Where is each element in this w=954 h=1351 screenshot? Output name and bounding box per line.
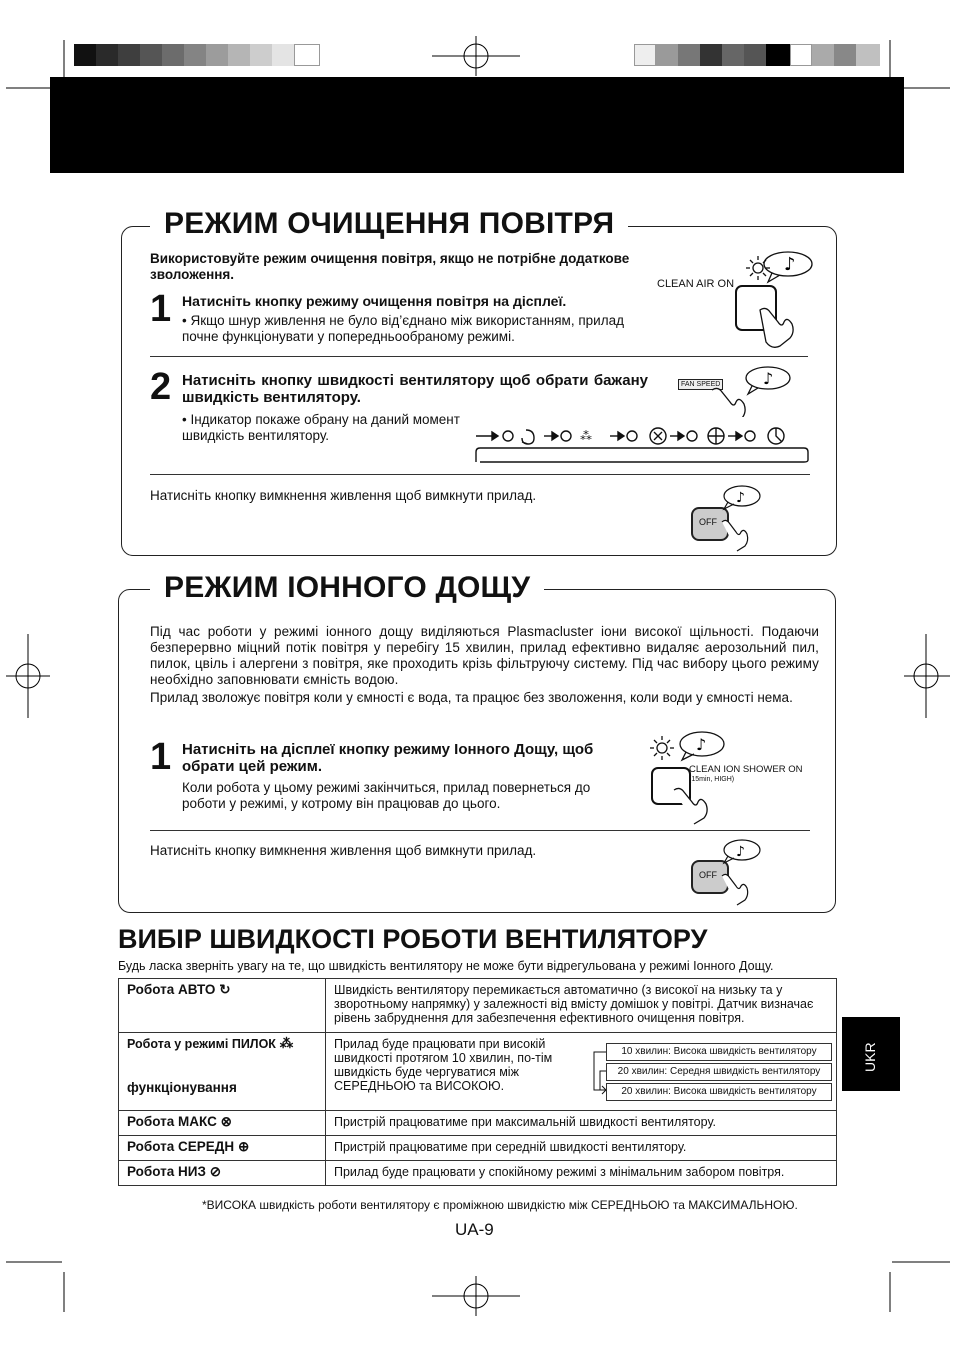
- indicator-sublabel: (15min, HIGH): [689, 776, 735, 783]
- ion-shower-para1: Під час роботи у режимі іонного дощу виділяються Plasmacluster іони високої щільності. Подаючи безперервно міцний потік повітря у перебігу 15 хвилин, прилад ефективно видаляє аерозольний пил, пилок, цвіль і алергени з повітря, яке проходить крізь фільтруючу систему. Під час вибору цього режиму необхідно заповнювати ємність водою.: [150, 624, 819, 687]
- air-clean-title: РЕЖИМ ОЧИЩЕННЯ ПОВІТРЯ: [150, 207, 628, 241]
- row-label: Робота у режимі ПИЛОК: [127, 1037, 276, 1051]
- step-note: Коли робота у цьому режимі закінчиться, прилад повернеться до роботи у режимі, у котрому він працював до цього.: [182, 780, 591, 811]
- off-instruction: Натисніть кнопку вимкнення живлення щоб вимкнути прилад.: [150, 488, 537, 503]
- indicator-label: CLEAN ION SHOWER ON: [689, 764, 803, 775]
- table-row: [119, 1111, 837, 1136]
- fan-speed-subtitle: Будь ласка зверніть увагу на те, що швидкість вентилятору не може бути відрегульована у режимі Іонного Дощу.: [118, 959, 774, 973]
- air-clean-intro: Використовуйте режим очищення повітря, якщо не потрібне додаткове зволоження.: [150, 251, 630, 282]
- step-title: Натисніть кнопку режиму очищення повітря на дісплеї.: [182, 293, 567, 309]
- off-button-label: OFF: [699, 517, 717, 527]
- language-tab-label: UKR: [862, 1042, 878, 1072]
- step-note: • Якщо шнур живлення не було від’єднано між використанням, прилад почне функціонувати у попередньообраному режимі.: [182, 313, 624, 344]
- hand-press-icon: [716, 482, 766, 552]
- svg-text:♪: ♪: [784, 254, 796, 275]
- ion-shower-para2: Прилад зволожує повітря коли у ємності є вода, та працює без зволоження, коли води у ємності нема.: [150, 690, 793, 705]
- step-title: Натисніть на дісплеї кнопку режиму Іонного Дощу, щоб обрати цей режим.: [182, 741, 594, 775]
- pollen-icon: ⁂: [279, 1036, 294, 1051]
- divider: [150, 474, 810, 475]
- step-number: 1: [150, 736, 172, 778]
- off-button-label: OFF: [699, 870, 717, 880]
- max-fan-icon: ⊗: [220, 1114, 232, 1129]
- row-desc: Швидкість вентилятору перемикається автоматично (з високої на низьку та у зворотньому напрямку) у залежності від вмісту домішок у повітрі. Датчик визначає рівень забруднення для забезпечення ефективного очищення повітря.: [326, 979, 837, 1033]
- row-label: Робота МАКС: [127, 1114, 217, 1129]
- language-tab: [842, 1017, 900, 1091]
- row-desc: Прилад буде працювати при високій швидкості протягом 10 хвилин, по-тім швидкість буде чергуватися між СЕРЕДНЬОЮ та ВИСОКОЮ.: [334, 1037, 553, 1093]
- pollen-cycle-step: 10 хвилин: Висока швидкість вентилятору: [606, 1043, 832, 1061]
- fan-speed-label: FAN SPEED: [678, 379, 723, 390]
- table-row: [119, 979, 837, 1033]
- svg-text:♪: ♪: [763, 369, 774, 388]
- svg-text:♪: ♪: [736, 844, 745, 860]
- divider: [150, 830, 810, 831]
- indicator-label: CLEAN AIR ON: [657, 278, 735, 290]
- step-number: 2: [150, 366, 172, 408]
- step-note: • Індикатор покаже обрану на даний момент швидкість вентилятору.: [182, 412, 460, 443]
- page-number: UA-9: [455, 1220, 494, 1239]
- row-label: Робота АВТО: [127, 982, 216, 997]
- off-instruction: Натисніть кнопку вимкнення живлення щоб вимкнути прилад.: [150, 843, 537, 858]
- fan-speed-title: ВИБІР ШВИДКОСТІ РОБОТИ ВЕНТИЛЯТОРУ: [118, 924, 708, 954]
- ion-shower-title: РЕЖИМ ІОННОГО ДОЩУ: [150, 571, 544, 605]
- footnote: *ВИСОКА швидкість роботи вентилятору є проміжною швидкістю між СЕРЕДНЬОЮ та МАКСИМАЛЬНОЮ.: [202, 1198, 798, 1212]
- divider: [150, 356, 808, 357]
- row-label: Робота НИЗ: [127, 1164, 206, 1179]
- row-desc: Пристрій працюватиме при середній швидкості вентилятору.: [326, 1136, 837, 1161]
- low-fan-icon: ⊘: [209, 1164, 222, 1179]
- pollen-cycle-step: 20 хвилин: Середня швидкість вентилятору: [606, 1063, 832, 1081]
- svg-text:♪: ♪: [696, 735, 707, 754]
- row-label-cont: функціонування: [127, 1080, 237, 1095]
- pollen-cycle-step: 20 хвилин: Висока швидкість вентилятору: [606, 1083, 832, 1101]
- row-label: Робота СЕРЕДН: [127, 1139, 235, 1154]
- auto-icon: ↻: [219, 982, 231, 997]
- svg-text:♪: ♪: [736, 490, 745, 506]
- step-number: 1: [150, 288, 172, 330]
- svg-text:⁂: ⁂: [580, 429, 592, 443]
- row-desc: Прилад буде працювати у спокійному режимі з мінімальним забором повітря.: [326, 1161, 837, 1186]
- medium-fan-icon: ⊕: [237, 1139, 250, 1154]
- header-band: [50, 77, 904, 173]
- table-row: [119, 1161, 837, 1186]
- hand-press-icon: [716, 836, 766, 906]
- fan-speed-table: [118, 978, 837, 1186]
- table-row: [119, 1136, 837, 1161]
- step-title: Натисніть кнопку швидкості вентилятору щоб обрати бажану швидкість вентилятору.: [182, 372, 648, 406]
- row-desc: Пристрій працюватиме при максимальній швидкості вентилятору.: [326, 1111, 837, 1136]
